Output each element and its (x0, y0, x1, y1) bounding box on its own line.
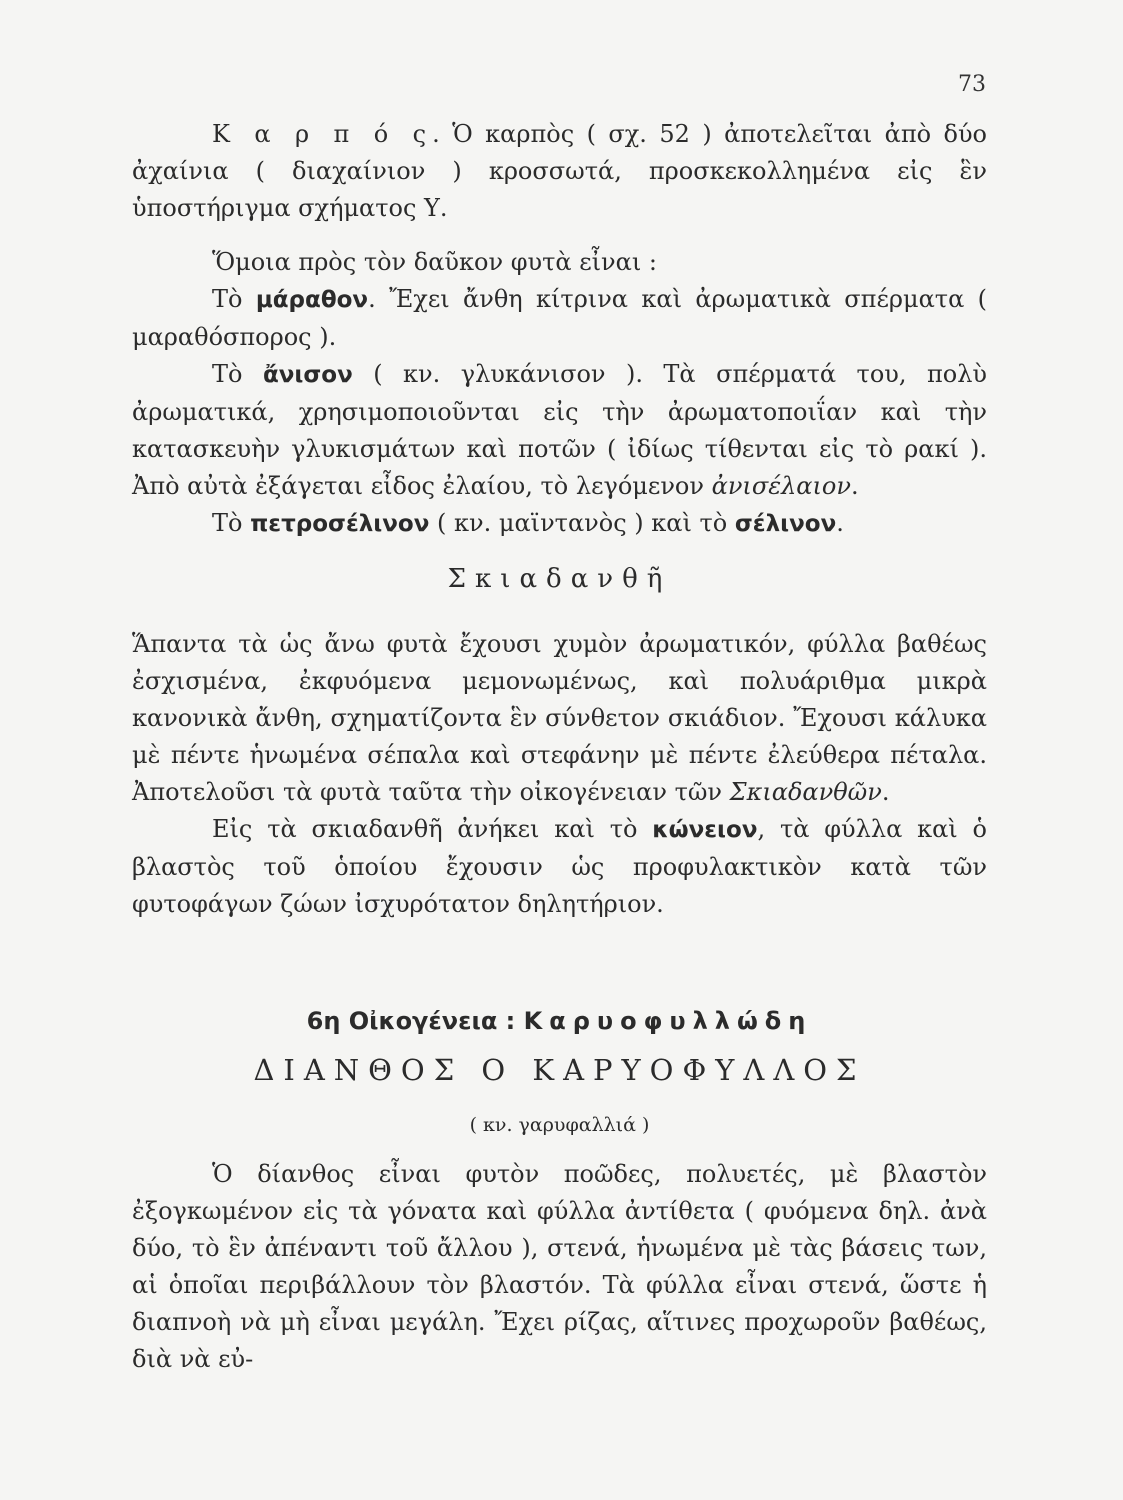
species-title: ΔΙΑΝΘΟΣ Ο ΚΑΡΥΟΦΥΛΛΟΣ (253, 1053, 866, 1087)
section-title-skiadanthi: Σκιαδανθῆ (447, 564, 672, 594)
koneion-text: , τὰ φύλλα καὶ ὁ βλαστὸς τοῦ ὁποίου ἔχουσιν ὡς προφυλακτικὸν κατὰ τῶν φυτοφάγων ζώων ἰσχυρότατον δηλητήριον. (132, 815, 987, 918)
skiadanthi-family-term: Σκιαδανθῶν (729, 778, 882, 806)
paragraph-anison (132, 356, 987, 505)
anison-name: ἄνισον (262, 362, 353, 388)
anison-end: . (850, 472, 859, 500)
paragraph-marathon (132, 281, 987, 356)
paragraph-petroselinon (132, 505, 987, 543)
paragraph-skiadanthi (132, 626, 987, 811)
page-number: 73 (958, 72, 986, 97)
petroselinon-middle: ( κν. μαϊντανὸς ) καὶ τὸ (429, 509, 735, 537)
anison-oil-term: ἀνισέλαιον (711, 472, 851, 500)
karpos-lead: Κ α ρ π ό ς (212, 120, 433, 148)
petroselinon-prefix: Τὸ (212, 509, 251, 537)
skiadanthi-text: Ἅπαντα τὰ ὡς ἄνω φυτὰ ἔχουσι χυμὸν ἀρωματικόν, φύλλα βαθέως ἐσχισμένα, ἐκφυόμενα μεμονωμένως, καὶ πολυάριθμα μικρὰ κανονικὰ ἄνθη, σχηματίζοντα ἓν σύνθετον σκιάδιον. Ἔχουσι κάλυκα μὲ πέντε ἡνωμένα σέπαλα καὶ στεφάνην μὲ πέντε ἐλεύθερα πέταλα. Ἀποτελοῦσι τὰ φυτὰ ταῦτα τὴν οἰκογένειαν τῶν (132, 630, 987, 806)
koneion-name: κώνειον (652, 817, 758, 843)
paragraph-koneion (132, 811, 987, 923)
marathon-prefix: Τὸ (212, 285, 256, 313)
karpos-text: . Ὁ καρπὸς ( σχ. 52 ) ἀποτελεῖται ἀπὸ δύο ἀχαίνια ( διαχαίνιον ) κροσσωτά, προσκεκολλημένα εἰς ἓν ὑποστήριγμα σχήματος Υ. (132, 120, 987, 222)
skiadanthi-end: . (881, 778, 890, 806)
petroselinon-name: πετροσέλινον (250, 511, 430, 537)
family-label: 6η Οἰκογένεια : (306, 1007, 524, 1035)
common-name: ( κν. γαρυφαλλιά ) (469, 1114, 650, 1136)
anison-prefix: Τὸ (212, 360, 263, 388)
marathon-text: . Ἔχει ἄνθη κίτρινα καὶ ἀρωματικὰ σπέρματα ( μαραθόσπορος ). (132, 285, 987, 351)
family-heading (132, 1003, 987, 1040)
marathon-name: μάραθον (255, 287, 369, 313)
selinon-name: σέλινον (734, 511, 837, 537)
family-name: Καρυοφυλλώδη (523, 1007, 813, 1035)
paragraph-dianthos: Ὁ δίανθος εἶναι φυτὸν ποῶδες, πολυετές, μὲ βλαστὸν ἐξογκωμένον εἰς τὰ γόνατα καὶ φύλλα ἀντίθετα ( φυόμενα δηλ. ἀνὰ δύο, τὸ ἓν ἀπέναντι τοῦ ἄλλου ), στενά, ἡνωμένα μὲ τὰς βάσεις των, αἱ ὁποῖαι περιβάλλουν τὸν βλαστόν. Τὰ φύλλα εἶναι στενά, ὥστε ἡ διαπνοὴ νὰ μὴ εἶναι μεγάλη. Ἔχει ρίζας, αἵτινες προχωροῦν βαθέως, διὰ νὰ εὐ- (132, 1160, 987, 1373)
koneion-prefix: Εἰς τὰ σκιαδανθῆ ἀνήκει καὶ τὸ (212, 815, 653, 843)
paragraph-karpos (132, 116, 987, 227)
page-body (132, 116, 987, 1378)
similar-plants-intro: Ὅμοια πρὸς τὸν δαῦκον φυτὰ εἶναι : (212, 248, 657, 276)
anison-text: ( κν. γλυκάνισον ). Τὰ σπέρματά του, πολὺ ἀρωματικά, χρησιμοποιοῦνται εἰς τὴν ἀρωματοποιΐαν καὶ τὴν κατασκευὴν γλυκισμάτων καὶ ποτῶν ( ἰδίως τίθενται εἰς τὸ ρακί ). Ἀπὸ αὐτὰ ἐξάγεται εἶδος ἐλαίου, τὸ λεγόμενον (132, 360, 987, 500)
petroselinon-end: . (836, 509, 844, 537)
